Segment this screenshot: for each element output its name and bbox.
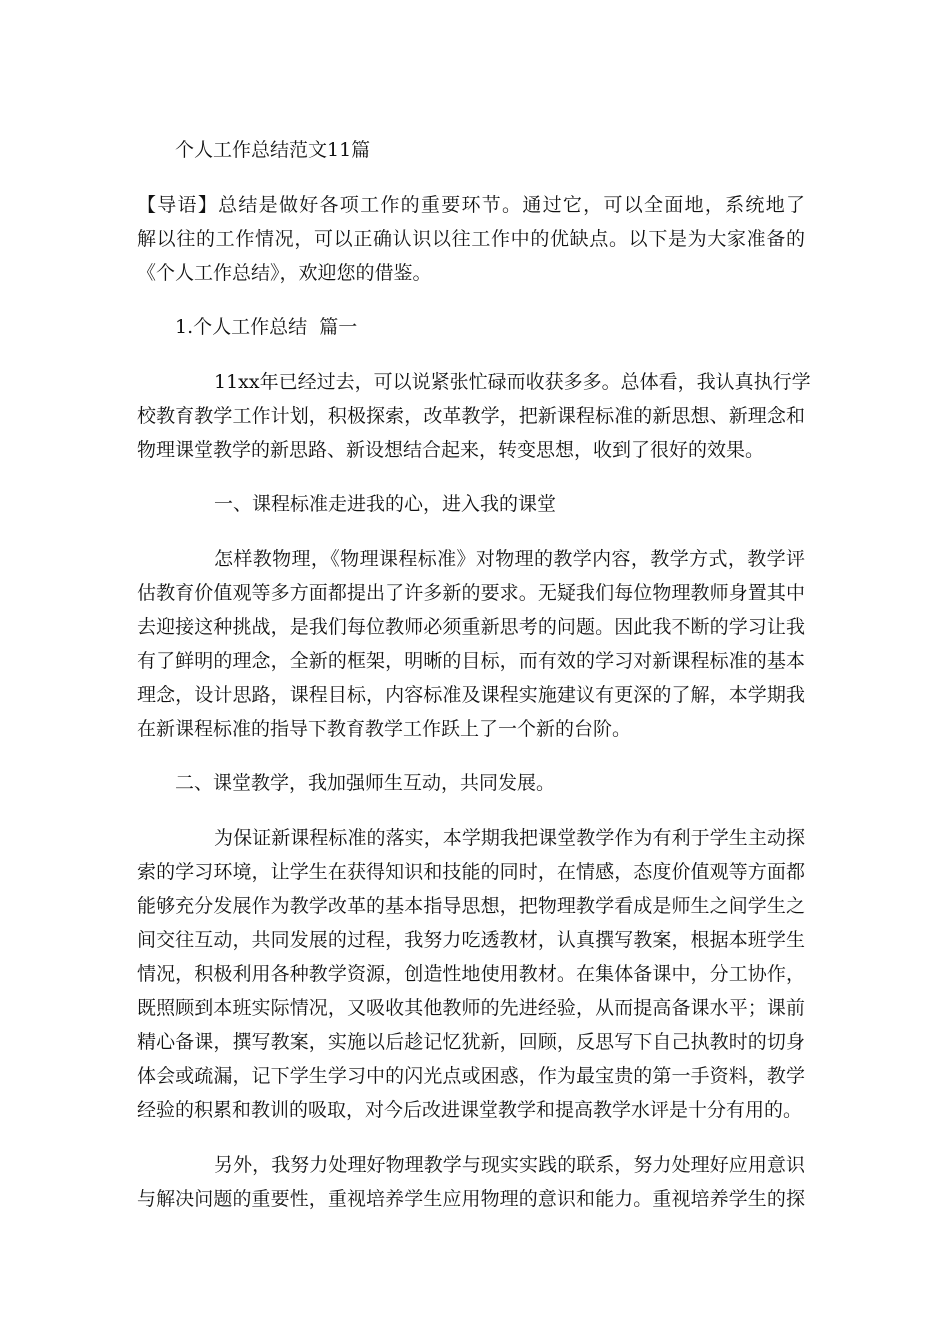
paragraph-line: 物理课堂教学的新思路、新设想结合起来，转变思想，收到了很好的效果。: [137, 439, 765, 461]
subheading: 一、课程标准走进我的心，进入我的课堂: [214, 493, 557, 515]
paragraph-line: 精心备课，撰写教案，实施以后趁记忆犹新，回顾，反思写下自己执教时的切身: [137, 1031, 805, 1053]
paragraph-line: 经验的积累和教训的吸取，对今后改进课堂教学和提高教学水评是十分有用的。: [137, 1099, 803, 1121]
paragraph-line: 估教育价值观等多方面都提出了许多新的要求。无疑我们每位物理教师身置其中: [137, 582, 805, 604]
paragraph-line: 与解决问题的重要性，重视培养学生应用物理的意识和能力。重视培养学生的探: [137, 1188, 805, 1210]
paragraph-line: 11xx年已经过去，可以说紧张忙碌而收获多多。总体看，我认真执行学: [214, 371, 811, 393]
paragraph-line: 去迎接这种挑战，是我们每位教师必须重新思考的问题。因此我不断的学习让我: [137, 616, 805, 638]
paragraph-line: 为保证新课程标准的落实，本学期我把课堂教学作为有利于学生主动探: [214, 827, 805, 849]
paragraph-line: 另外，我努力处理好物理教学与现实实践的联系，努力处理好应用意识: [214, 1154, 805, 1176]
paragraph-line: 校教育教学工作计划，积极探索，改革教学，把新课程标准的新思想、新理念和: [137, 405, 805, 427]
subheading: 二、课堂教学，我加强师生互动，共同发展。: [175, 772, 556, 794]
paragraph-line: 既照顾到本班实际情况，又吸收其他教师的先进经验，从而提高备课水平；课前: [137, 997, 805, 1019]
intro-line: 《个人工作总结》，欢迎您的借鉴。: [137, 262, 432, 284]
document-title: 个人工作总结范文11篇: [175, 139, 371, 161]
section-heading: 1.个人工作总结 篇一: [175, 316, 358, 338]
paragraph-line: 在新课程标准的指导下教育教学工作跃上了一个新的台阶。: [137, 718, 632, 740]
intro-line: 【导语】总结是做好各项工作的重要环节。通过它，可以全面地，系统地了: [137, 194, 805, 216]
paragraph-line: 体会或疏漏，记下学生学习中的闪光点或困惑，作为最宝贵的第一手资料，教学: [137, 1065, 805, 1087]
paragraph-line: 怎样教物理，《物理课程标准》对物理的教学内容，教学方式，教学评: [214, 548, 805, 570]
paragraph-line: 间交往互动，共同发展的过程，我努力吃透教材，认真撰写教案，根据本班学生: [137, 929, 805, 951]
paragraph-line: 理念，设计思路，课程目标，内容标准及课程实施建议有更深的了解，本学期我: [137, 684, 805, 706]
paragraph-line: 情况，积极利用各种教学资源，创造性地使用教材。在集体备课中，分工协作，: [137, 963, 805, 985]
paragraph-line: 能够充分发展作为教学改革的基本指导思想，把物理教学看成是师生之间学生之: [137, 895, 805, 917]
paragraph-line: 有了鲜明的理念，全新的框架，明晰的目标，而有效的学习对新课程标准的基本: [137, 650, 805, 672]
intro-line: 解以往的工作情况，可以正确认识以往工作中的优缺点。以下是为大家准备的: [137, 228, 805, 250]
paragraph-line: 索的学习环境，让学生在获得知识和技能的同时，在情感，态度价值观等方面都: [137, 861, 805, 883]
